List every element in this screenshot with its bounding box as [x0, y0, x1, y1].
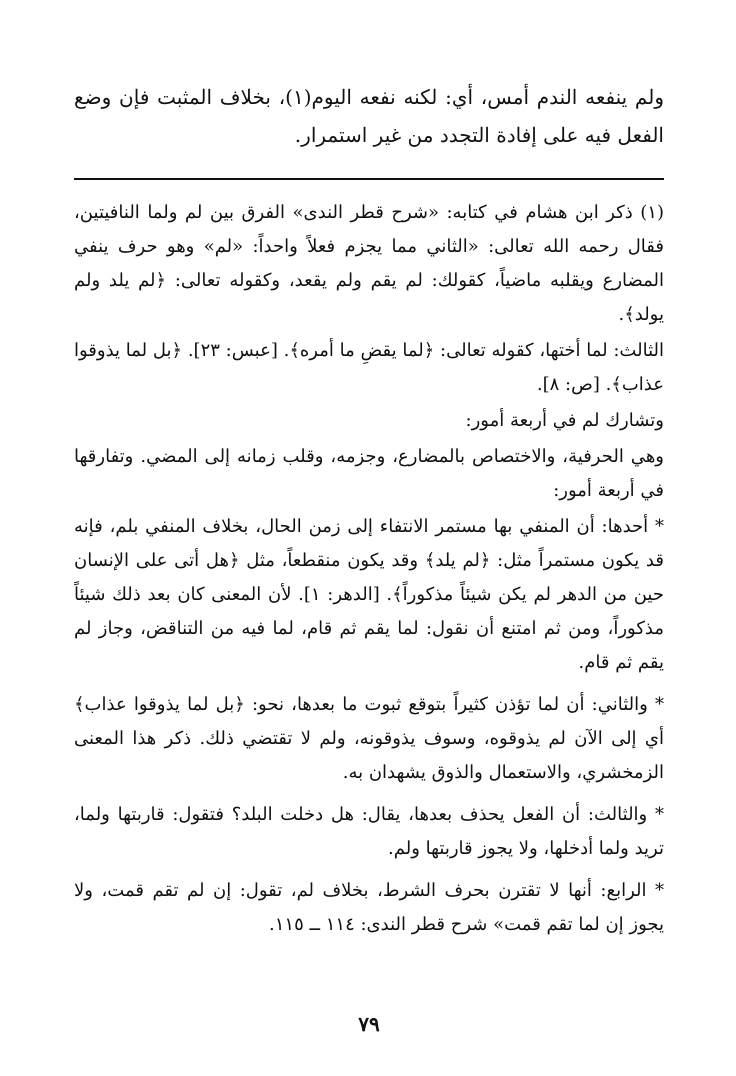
- footnote-intro: (١) ذكر ابن هشام في كتابه: «شرح قطر الندى» الفرق بين لم ولما النافيتين، فقال رحمه الله تعالى: «الثاني مما يجزم فعلاً واحداً: «لم» وهو حرف ينفي المضارع ويقلبه ماضياً، كقولك: لم يقم ولم يقعد، وكقوله تعالى: ﴿لم يلد ولم يولد﴾.: [74, 202, 664, 325]
- footnote-difference-1: * أحدها: أن المنفي بها مستمر الانتفاء إلى زمن الحال، بخلاف المنفي بلم، فإنه قد يكون مستمراً مثل: ﴿لم يلد﴾ وقد يكون منقطعاً، مثل ﴿هل أتى على الإنسان حين من الدهر لم يكن شيئاً مذكوراً﴾. [الدهر: ١]. لأن المعنى كان بعد ذلك شيئاً مذكوراً، ومن ثم امتنع أن نقول: لما يقم ثم قام، لما فيه من التناقض، وجاز لم يقم ثم قام.: [74, 516, 664, 673]
- footnote-divider: [74, 178, 664, 180]
- main-paragraph: ولم ينفعه الندم أمس، أي: لكنه نفعه اليوم(١)، بخلاف المثبت فإن وضع الفعل فيه على إفادة التجدد من غير استمرار.: [74, 85, 664, 147]
- footnote-shared-heading: وتشارك لم في أربعة أمور:: [465, 410, 664, 431]
- footnote-difference-4: * الرابع: أنها لا تقترن بحرف الشرط، بخلاف لم، تقول: إن لم تقم قمت، ولا يجوز إن لما تقم قمت» شرح قطر الندى: ١١٤ ــ ١١٥.: [74, 880, 664, 935]
- footnote: [74, 196, 664, 950]
- footnote-shared-list: وهي الحرفية، والاختصاص بالمضارع، وجزمه، وقلب زمانه إلى المضي. وتفارقها في أربعة أمور:: [74, 446, 664, 501]
- page: [74, 0, 664, 1076]
- page-number: ٧٩: [358, 1012, 380, 1036]
- footnote-third: الثالث: لما أختها، كقوله تعالى: ﴿لما يقضِ ما أمره﴾. [عبس: ٢٣]. ﴿بل لما يذوقوا عذاب﴾. [ص: ٨].: [74, 340, 664, 395]
- main-text: [74, 78, 664, 154]
- footnote-difference-3: * والثالث: أن الفعل يحذف بعدها، يقال: هل دخلت البلد؟ فتقول: قاربتها ولما، تريد ولما أدخلها، ولا يجوز قاربتها ولم.: [74, 804, 664, 859]
- footnote-difference-2: * والثاني: أن لما تؤذن كثيراً بتوقع ثبوت ما بعدها، نحو: ﴿بل لما يذوقوا عذاب﴾ أي إلى الآن لم يذوقوه، وسوف يذوقونه، ولم لا تقتضي ذلك. ذكر هذا المعنى الزمخشري، والاستعمال والذوق يشهدان به.: [74, 694, 664, 783]
